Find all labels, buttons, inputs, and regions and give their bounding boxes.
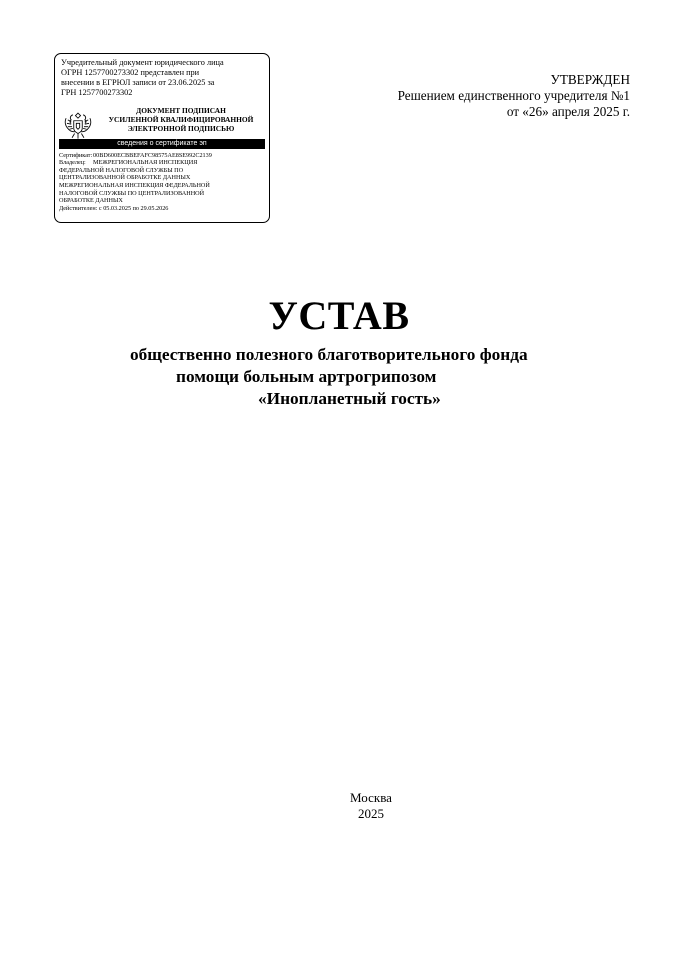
validity-period: Действителен: с 05.03.2025 по 29.05.2026	[59, 204, 169, 212]
owner-row	[59, 159, 265, 167]
footer-year: 2025	[358, 806, 384, 821]
certificate-row	[59, 152, 265, 160]
owner-line: МЕЖРЕГИОНАЛЬНАЯ ИНСПЕКЦИЯ ФЕДЕРАЛЬНОЙ	[59, 181, 210, 189]
coat-of-arms-icon	[61, 108, 95, 142]
stamp-header-line: ОГРН 1257700273302 представлен при	[61, 68, 200, 77]
subtitle-line-3: «Инопланетный гость»	[258, 389, 441, 408]
approval-line: УТВЕРЖДЕН	[550, 72, 630, 87]
stamp-header	[61, 58, 264, 98]
approval-line: от «26» апреля 2025 г.	[506, 104, 630, 119]
certificate-value: 00BD600ECBBEFAFC98575AE8SE992C2139	[93, 151, 212, 159]
signed-line: УСИЛЕННОЙ КВАЛИФИЦИРОВАННОЙ	[108, 115, 254, 125]
signed-notice	[97, 106, 265, 134]
owner-line: НАЛОГОВОЙ СЛУЖБЫ ПО ЦЕНТРАЛИЗОВАННОЙ	[59, 189, 205, 197]
certificate-bar: сведения о сертификате эп	[59, 139, 265, 149]
footer-city: Москва	[350, 790, 392, 805]
certificate-info	[59, 152, 265, 213]
owner-line: ЦЕНТРАЛИЗОВАННОЙ ОБРАБОТКЕ ДАННЫХ	[59, 174, 191, 182]
certificate-label: Сертификат:	[59, 151, 93, 159]
registration-stamp	[54, 53, 270, 223]
owner-value: МЕЖРЕГИОНАЛЬНАЯ ИНСПЕКЦИЯ	[93, 159, 198, 167]
subtitle-line-2: помощи больным артрогрипозом	[176, 367, 437, 386]
signed-line: ЭЛЕКТРОННОЙ ПОДПИСЬЮ	[127, 124, 235, 134]
signed-line: ДОКУМЕНТ ПОДПИСАН	[136, 106, 226, 115]
approval-block	[398, 72, 630, 120]
stamp-header-line: ГРН 1257700273302	[61, 88, 133, 97]
document-title: УСТАВ	[268, 293, 410, 338]
approval-line: Решением единственного учредителя №1	[397, 88, 630, 103]
stamp-header-line: Учредительный документ юридического лица	[61, 58, 224, 67]
subtitle-line-1: общественно полезного благотворительного фонда	[130, 345, 528, 364]
owner-line: ФЕДЕРАЛЬНОЙ НАЛОГОВОЙ СЛУЖБЫ ПО	[59, 166, 184, 174]
signature-block	[59, 106, 265, 212]
footer	[0, 790, 678, 822]
owner-line: ОБРАБОТКЕ ДАННЫХ	[59, 197, 123, 205]
owner-label: Владелец:	[59, 159, 86, 167]
stamp-header-line: внесении в ЕГРЮЛ записи от 23.06.2025 за	[61, 78, 215, 87]
